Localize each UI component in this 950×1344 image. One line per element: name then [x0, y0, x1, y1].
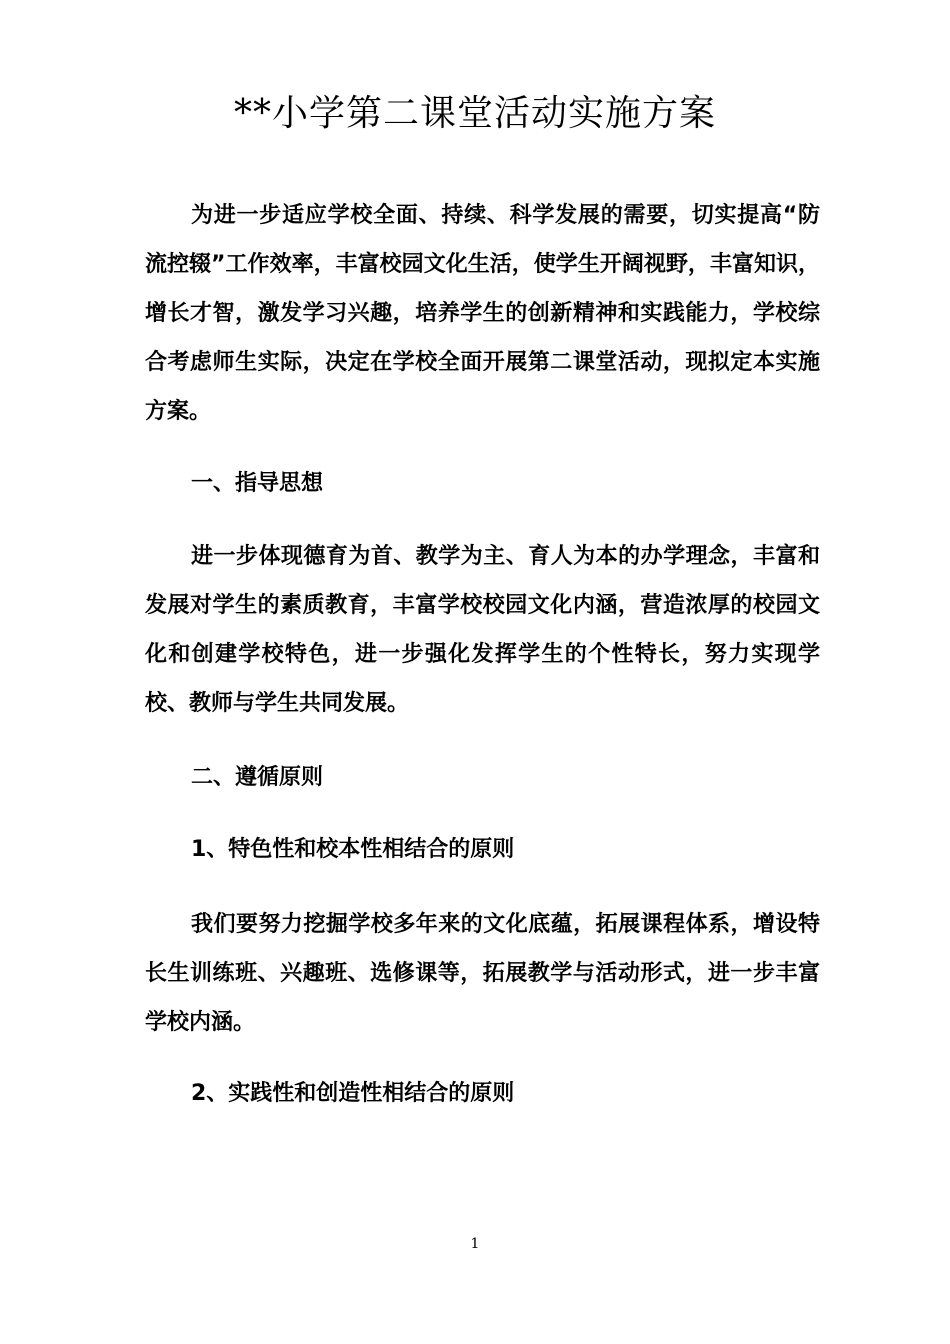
guiding-ideology-paragraph: 进一步体现德育为首、教学为主、育人为本的办学理念，丰富和发展对学生的素质教育，丰富学校校园文化内涵，营造浓厚的校园文化和创建学校特色，进一步强化发挥学生的个性特长，努力实现学校、教师与学生共同发展。 [145, 544, 820, 716]
intro-paragraph: 为进一步适应学校全面、持续、科学发展的需要，切实提高“防流控辍”工作效率，丰富校园文化生活，使学生开阔视野，丰富知识，增长才智，激发学习兴趣，培养学生的创新精神和实践能力，学校综合考虑师生实际，决定在学校全面开展第二课堂活动，现拟定本实施方案。 [145, 203, 820, 424]
section-heading-guiding-ideology: 一、指导思想 [191, 471, 324, 496]
principle-1-heading: 1、特色性和校本性相结合的原则 [191, 837, 515, 862]
principle-2-heading: 2、实践性和创造性相结合的原则 [191, 1081, 515, 1106]
page-number: 1 [470, 1236, 480, 1252]
principle-1-paragraph: 我们要努力挖掘学校多年来的文化底蕴，拓展课程体系，增设特长生训练班、兴趣班、选修课等，拓展教学与活动形式，进一步丰富学校内涵。 [145, 912, 820, 1035]
section-heading-principles: 二、遵循原则 [191, 765, 324, 790]
document-title: **小学第二课堂活动实施方案 [233, 93, 716, 134]
